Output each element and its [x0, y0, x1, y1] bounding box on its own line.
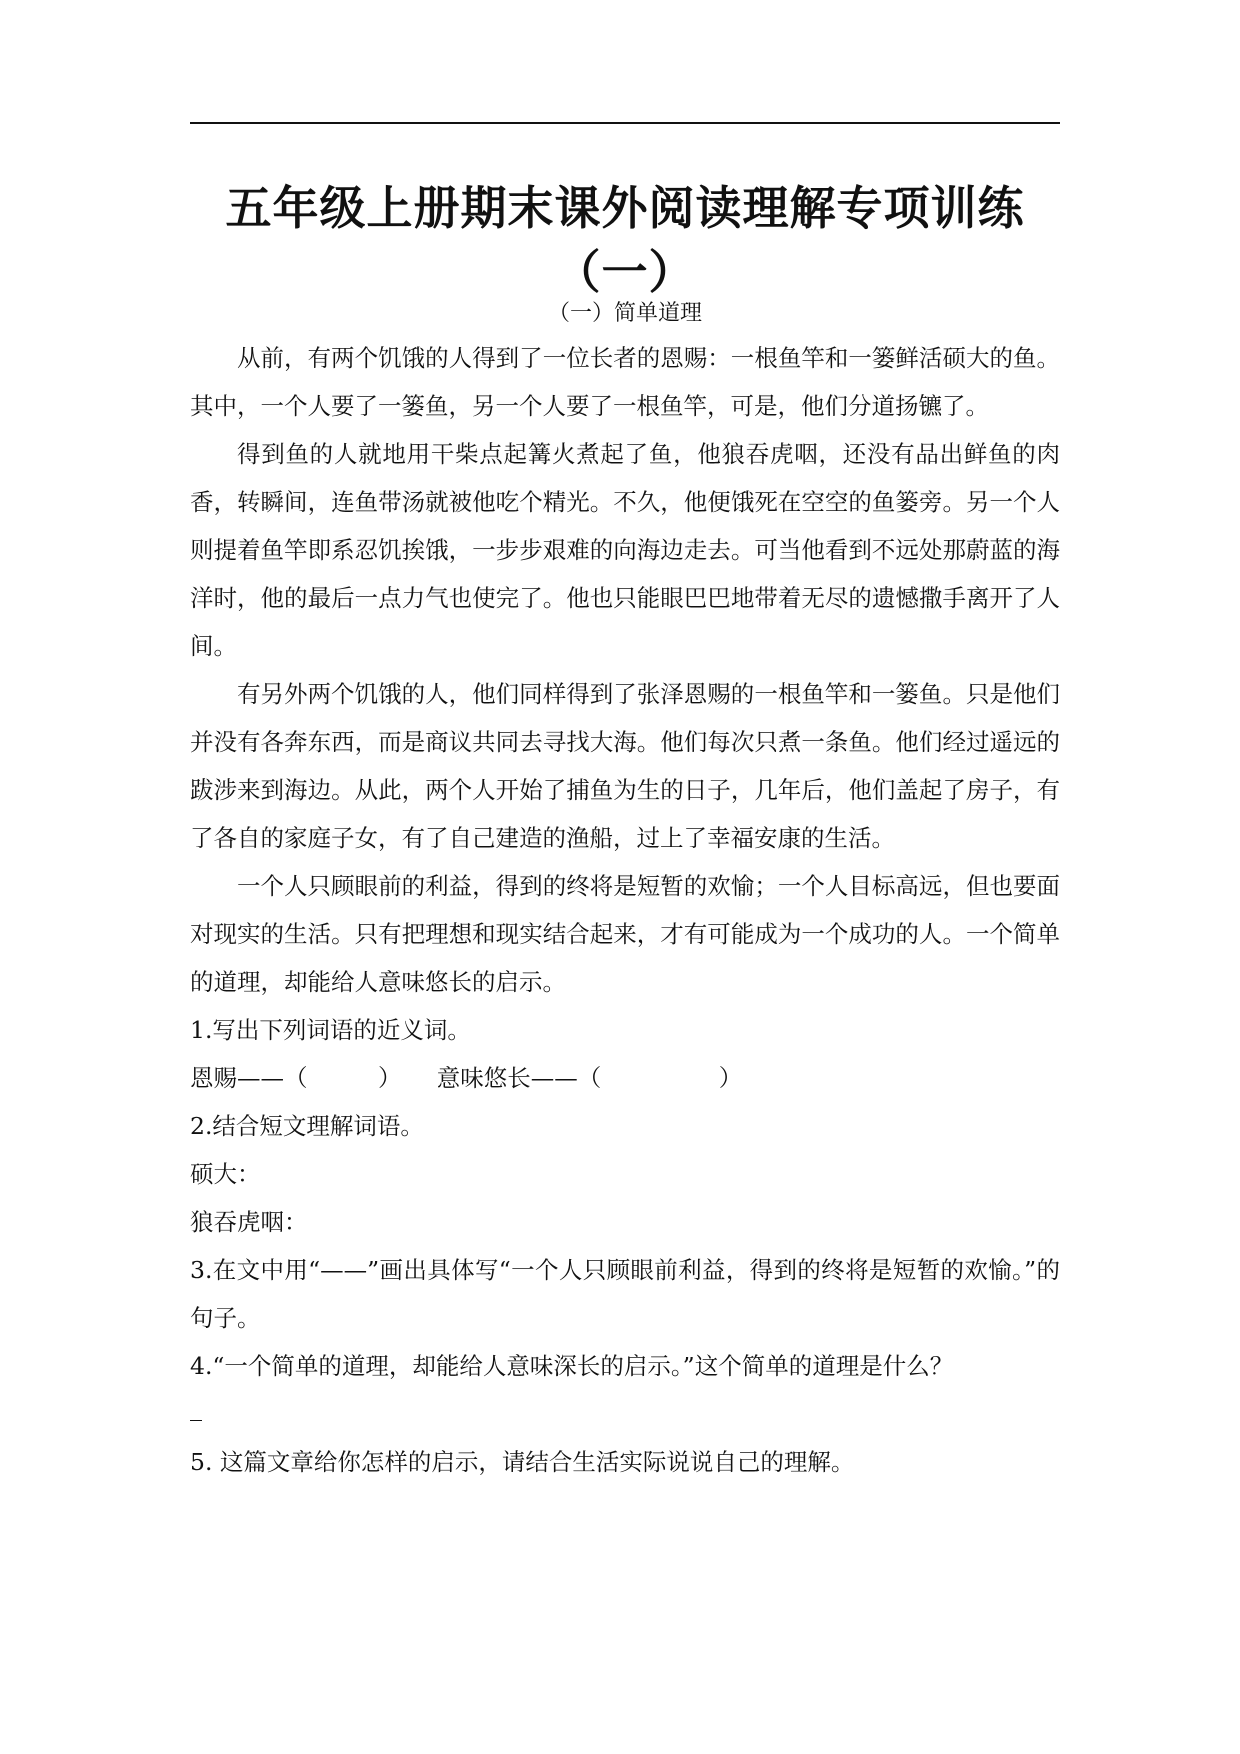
answer-line — [190, 1390, 1060, 1438]
question-1: 1.写出下列词语的近义词。 — [190, 1016, 471, 1044]
question-2: 2.结合短文理解词语。 — [190, 1112, 424, 1140]
question-1-items: 恩赐——（ ） 意味悠长——（ ） — [190, 1064, 743, 1092]
paragraph: 有另外两个饥饿的人，他们同样得到了张泽恩赐的一根鱼竿和一篓鱼。只是他们并没有各奔东西，而是商议共同去寻找大海。他们每次只煮一条鱼。他们经过遥远的跋涉来到海边。从此，两个人开始了捕鱼为生的日子，几年后，他们盖起了房子，有了各自的家庭子女，有了自己建造的渔船，过上了幸福安康的生活。 — [190, 680, 1060, 852]
answer-blank-mark — [190, 1420, 202, 1421]
question-4: 4.“一个简单的道理，却能给人意味深长的启示。”这个简单的道理是什么？ — [190, 1352, 954, 1380]
paragraph: 一个人只顾眼前的利益，得到的终将是短暂的欢愉；一个人目标高远，但也要面对现实的生活。只有把理想和现实结合起来，才有可能成为一个成功的人。一个简单的道理，却能给人意味悠长的启示。 — [190, 872, 1060, 996]
page-title-number: （一） — [554, 245, 696, 299]
question-2-term-b: 狼吞虎咽： — [190, 1208, 308, 1236]
paragraph: 得到鱼的人就地用干柴点起篝火煮起了鱼，他狼吞虎咽，还没有品出鲜鱼的肉香，转瞬间，连鱼带汤就被他吃个精光。不久，他便饿死在空空的鱼篓旁。另一个人则提着鱼竿即系忍饥挨饿，一步步艰难的向海边走去。可当他看到不远处那蔚蓝的海洋时，他的最后一点力气也使完了。他也只能眼巴巴地带着无尽的遗憾撒手离开了人间。 — [190, 440, 1060, 660]
question-5: 5. 这篇文章给你怎样的启示，请结合生活实际说说自己的理解。 — [190, 1448, 855, 1476]
passage-and-questions — [190, 334, 1060, 1486]
header-rule — [190, 122, 1060, 124]
page-title: 五年级上册期末课外阅读理解专项训练 — [225, 181, 1025, 235]
passage-title: （一）简单道理 — [547, 301, 702, 326]
question-2-term-a: 硕大： — [190, 1160, 261, 1188]
question-3: 3.在文中用“——”画出具体写“一个人只顾眼前利益，得到的终将是短暂的欢愉。”的句子。 — [190, 1256, 1060, 1332]
paragraph: 从前，有两个饥饿的人得到了一位长者的恩赐：一根鱼竿和一篓鲜活硕大的鱼。其中，一个人要了一篓鱼，另一个人要了一根鱼竿，可是，他们分道扬镳了。 — [190, 344, 1060, 420]
